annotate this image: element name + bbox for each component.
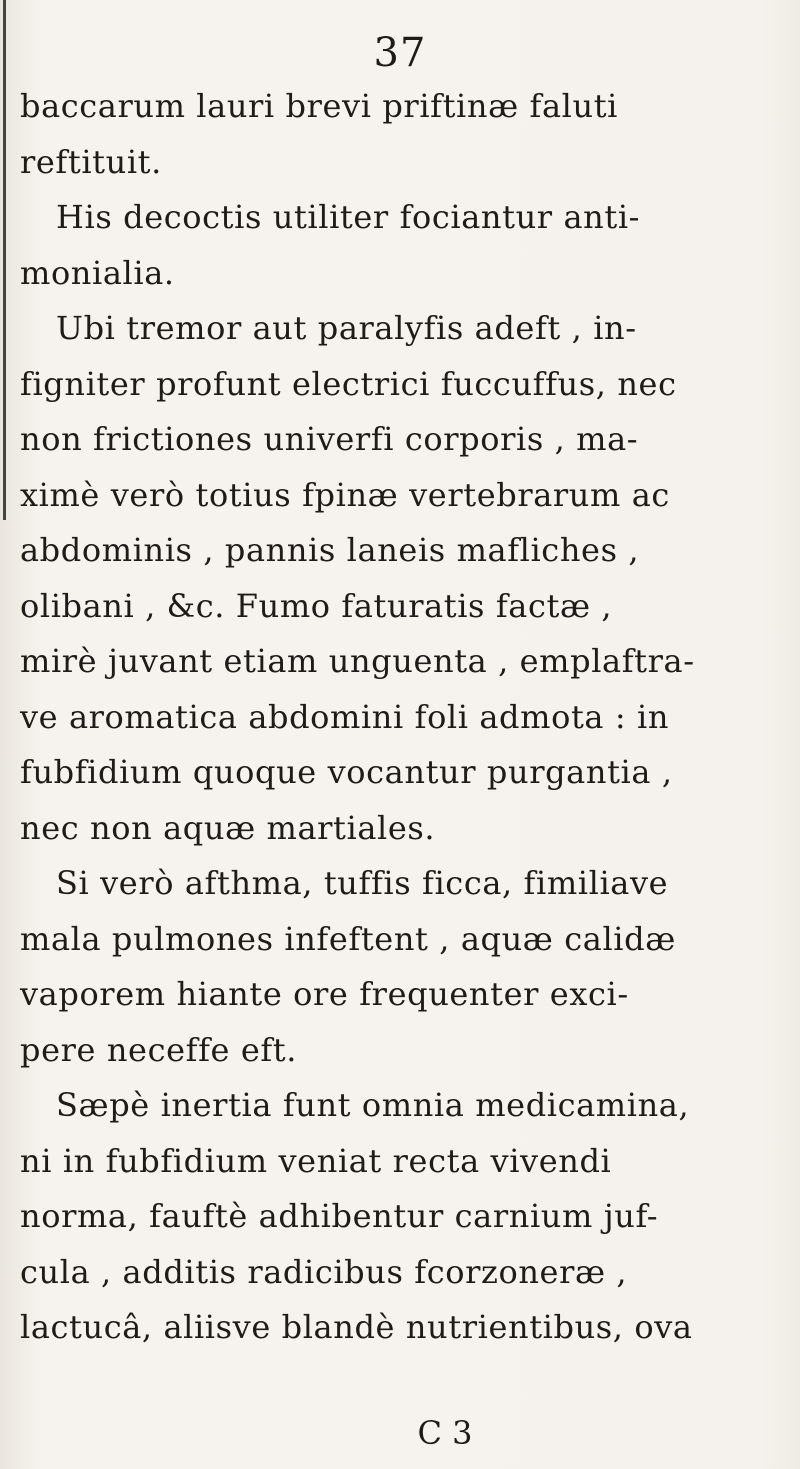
text-line: Sæpè inertia funt omnia medicamina, [56,1086,690,1124]
page-number: 37 [373,30,427,76]
text-line: vaporem hiante ore frequenter exci- [20,975,629,1013]
text-line: pere neceffe eft. [20,1030,298,1069]
body-text [20,79,796,1356]
text-line: figniter profunt electrici fuccuffus, nec [20,364,677,403]
text-line: His decoctis utiliter fociantur anti- [56,198,641,236]
text-line: abdominis , pannis laneis mafliches , [20,531,640,569]
text-line: Ubi tremor aut paralyfis adeft , in- [56,309,637,347]
signature-mark: C 3 [417,1414,473,1452]
page-gutter-edge [3,0,6,520]
text-line: fubfidium quoque vocantur purgantia , [20,753,673,791]
text-line: olibani , &c. Fumo faturatis factæ , [20,586,613,625]
text-line: mirè juvant etiam unguenta , emplaftra- [20,642,695,680]
text-line: nec non aquæ martiales. [20,808,436,847]
text-line: norma, fauftè adhibentur carnium juf- [20,1197,659,1235]
text-line: lactucâ, aliisve blandè nutrientibus, ova [20,1308,693,1346]
text-line: monialia. [20,253,175,292]
text-line: Si verò afthma, tuffis ficca, fimiliave [56,864,669,902]
text-line: cula , additis radicibus fcorzoneræ , [20,1252,628,1291]
text-line: baccarum lauri brevi priftinæ faluti [20,87,619,125]
text-line: reftituit. [20,142,162,181]
text-line: ni in fubfidium veniat recta vivendi [20,1141,612,1180]
text-line: ximè verò totius fpinæ vertebrarum ac [20,475,670,514]
text-line: mala pulmones infeftent , aquæ calidæ [20,919,676,958]
text-line: non frictiones univerfi corporis , ma- [20,420,639,458]
text-line: ve aromatica abdomini foli admota : in [20,697,670,736]
